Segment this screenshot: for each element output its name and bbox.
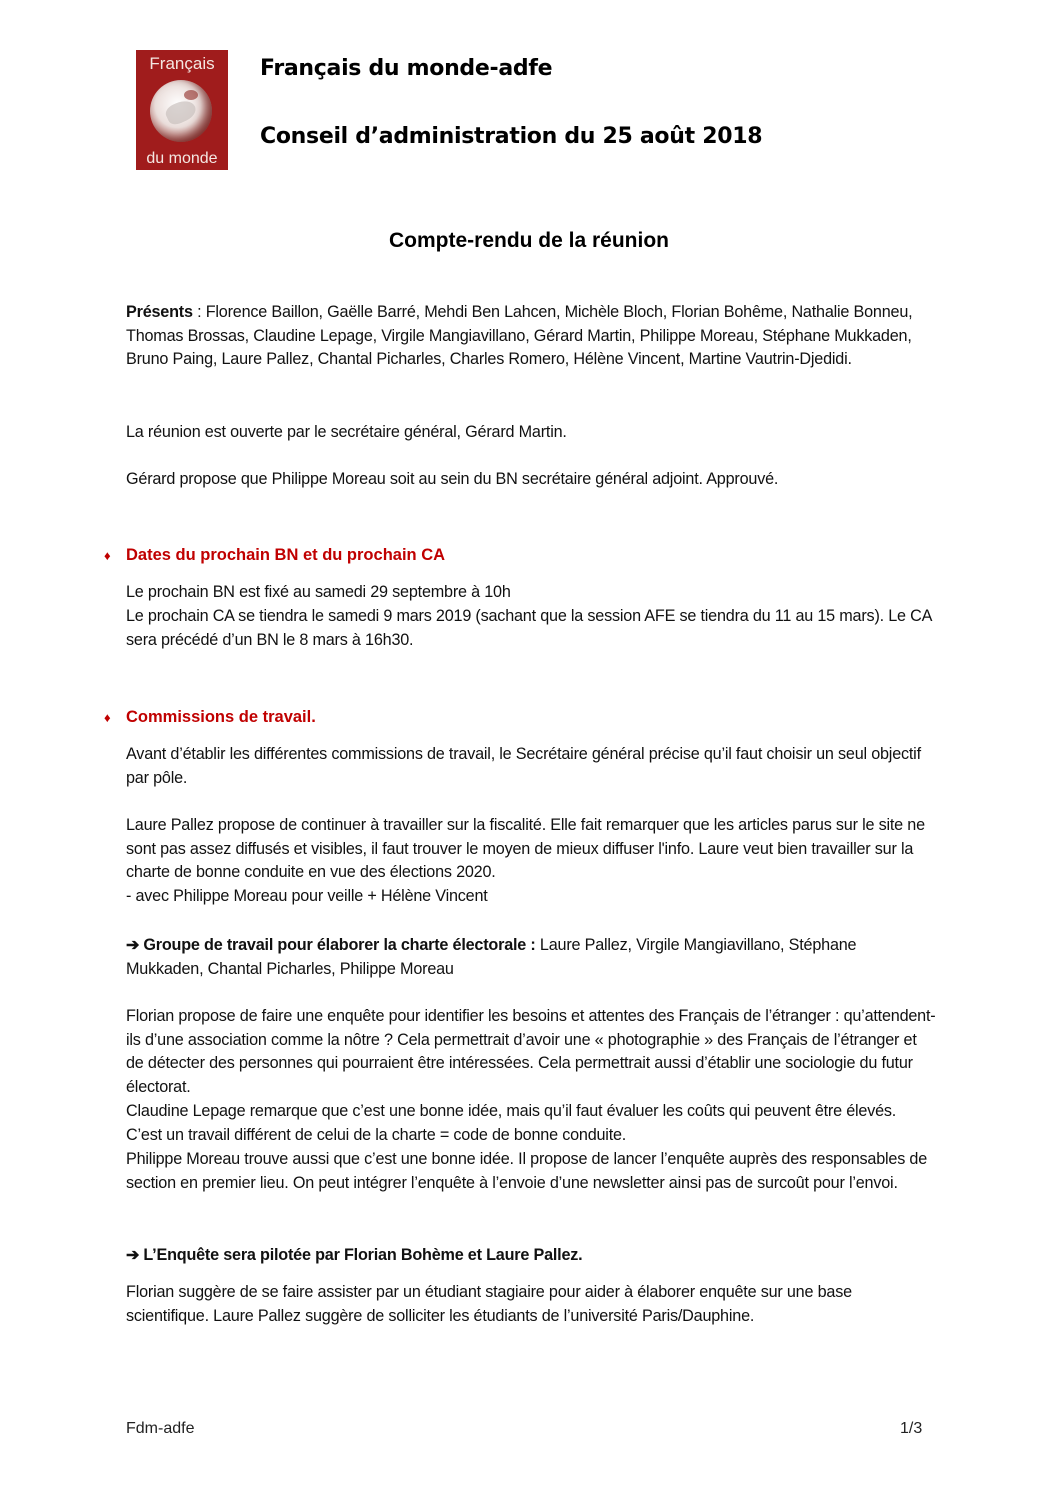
suggestion-paragraph: Florian suggère de se faire assister par un étudiant stagiaire pour aider à élaborer enquête sur une base scientifique. Laure Pallez suggère de solliciter les étudiants de l’université Paris/Dauphine. [126,1283,852,1325]
claudine-paragraph: Claudine Lepage remarque que c’est une bonne idée, mais qu’il faut évaluer les coûts qui peuvent être élevés. C’est un travail différent de celui de la charte = code de bonne conduite. [126,1102,897,1144]
working-group-members: Laure Pallez, Virgile Mangiavillano, Stéphane Mukkaden, Chantal Picharles, Philippe Moreau [126,936,857,978]
commissions-intro: Avant d’établir les différentes commissions de travail, le Secrétaire général précise qu’il faut choisir un seul objectif par pôle. [126,745,921,787]
page-number: 1/3 [900,1420,923,1437]
section-heading-dates [104,546,445,565]
opening-paragraph: La réunion est ouverte par le secrétaire général, Gérard Martin. [126,423,567,441]
section-heading-commissions [104,708,316,727]
proposal-paragraph: Gérard propose que Philippe Moreau soit au sein du BN secrétaire général adjoint. Approuvé. [126,470,779,488]
attendees-list: : Florence Baillon, Gaëlle Barré, Mehdi Ben Lahcen, Michèle Bloch, Florian Bohême, Nathalie Bonneu, Thomas Brossas, Claudine Lepage, Virgile Mangiavillano, Gérard Martin, Philippe Moreau, Stéphane Mukkaden, Bruno Paing, Laure Pallez, Chantal Picharles, Charles Romero, Hélène Vincent, Martine Vautrin-Djedidi. [126,303,913,368]
working-group-label: Groupe de travail pour élaborer la charte électorale : [143,936,536,954]
arrow-right-icon: ➔ [126,1246,140,1264]
attendees-paragraph [126,301,936,372]
survey-label: L’Enquête sera pilotée par Florian Bohème et Laure Pallez. [143,1246,583,1264]
dates-line-bn: Le prochain BN est fixé au samedi 29 septembre à 10h [126,583,511,601]
attendees-label: Présents [126,303,193,321]
meeting-title: Conseil d’administration du 25 août 2018 [260,124,763,149]
survey-paragraph [126,1244,936,1268]
document-title: Compte-rendu de la réunion [388,229,669,252]
logo-text-top: Français [149,54,215,73]
laure-paragraph: Laure Pallez propose de continuer à travailler sur la fiscalité. Elle fait remarquer que les articles parus sur le site ne sont pas assez diffusés et visibles, il faut trouver le moyen de mieux diffuser l'info. Laure veut bien travailler sur la charte de bonne conduite en vue des élections 2020. [126,816,925,881]
org-name: Français du monde-adfe [260,56,553,81]
logo [136,50,228,170]
section-heading-text: Commissions de travail. [126,708,316,726]
florian-paragraph: Florian propose de faire une enquête pour identifier les besoins et attentes des Français de l’étranger : qu’attendent-ils d’une association comme la nôtre ? Cela permettrait d’avoir une « photographie » des Français de l’étranger et de détecter des personnes qui pourraient être intéressées. Cela permettrait aussi d’établir une sociologie du futur électorat. [126,1007,936,1096]
dates-line-ca: Le prochain CA se tiendra le samedi 9 mars 2019 (sachant que la session AFE se tiendra du 11 au 15 mars). Le CA sera précédé d’un BN le 8 mars à 16h30. [126,607,932,649]
logo-text-bottom: du monde [146,150,218,167]
diamond-bullet-icon: ♦ [104,548,111,563]
section-heading-text: Dates du prochain BN et du prochain CA [126,546,446,564]
philippe-paragraph: Philippe Moreau trouve aussi que c’est une bonne idée. Il propose de lancer l’enquête auprès des responsables de section en premier lieu. On peut intégrer l’enquête à l’envoie d’une newsletter ainsi pas de surcoût pour l’envoi. [126,1150,928,1192]
arrow-right-icon: ➔ [126,936,140,954]
diamond-bullet-icon: ♦ [104,710,111,725]
working-group-paragraph [126,934,936,981]
laure-with-line: - avec Philippe Moreau pour veille + Hélène Vincent [126,887,488,905]
footer-org: Fdm-adfe [126,1420,195,1437]
globe-icon [150,80,212,142]
